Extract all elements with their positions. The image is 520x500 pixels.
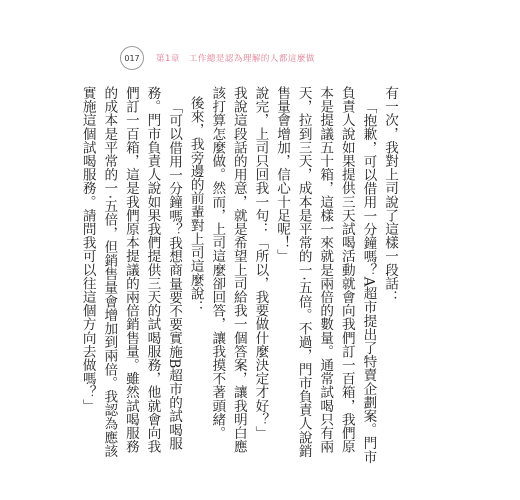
- body-text: [79, 86, 400, 466]
- page-header: [120, 46, 315, 70]
- page-number: 017: [120, 46, 144, 70]
- paragraph: 說完，上司只回我一句：「所以，我要做什麼決定才好？」: [252, 86, 269, 440]
- paragraph: 「抱歉，可以借用一分鐘嗎？A超市提出了特賣企劃案。門市負責人說如果提供三天試喝活動就會向我們訂一百箱，我們原本是提議五十箱，這樣一來就是兩倍的數量。通常試喝只有兩天，拉到三天，成本是平常的一‧五倍。不過，門市負責人說銷售量會增加，信心十足呢！」: [274, 86, 377, 464]
- paragraph: 我說這段話的用意，就是希望上司給我一個答案，讓我明白應該打算怎麼做。然而，上司這麼卻回答，讓我摸不著頭緒。: [209, 86, 247, 454]
- chapter-title: 第1章 工作總是認為理解的人都這麼做: [156, 54, 315, 64]
- paragraph: 「可以借用一分鐘嗎？我想商量要不要實施B超市的試喝服務。門市負責人說如果我們提供三天的試喝服務，他就會向我們訂一百箱，這是我們原本提議的兩倍銷售量。雖然試喝服務的成本是平常的一‧五倍，但銷售量會增加到兩倍。我認為應該實施這個試喝服務。請問我可以往這個方向去做嗎？」: [79, 86, 183, 458]
- paragraph: 有一次，我對上司說了這樣一段話：: [382, 86, 398, 304]
- paragraph: 後來，我旁邊的前輩對上司這麼說：: [187, 96, 204, 314]
